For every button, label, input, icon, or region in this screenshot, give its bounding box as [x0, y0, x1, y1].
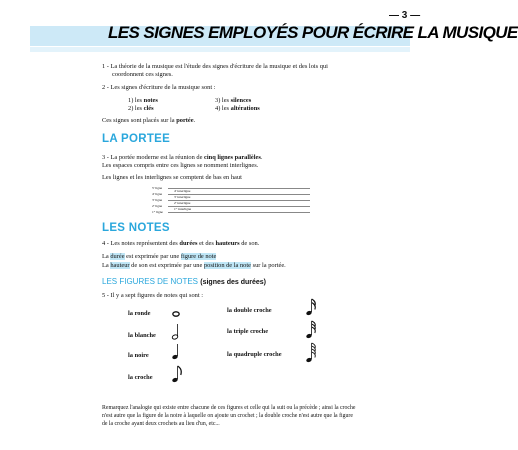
- subheading-figures: [102, 277, 266, 286]
- para-4-line-3: [102, 262, 286, 271]
- staff-line-label: 1ʳᵉ ligne: [152, 210, 163, 214]
- figure-label-triple-croche: la triple croche: [227, 328, 269, 335]
- sixty-fourth-note-icon: [306, 343, 316, 363]
- text-bold: hauteurs: [215, 240, 240, 247]
- eighth-note-icon: [172, 366, 182, 383]
- para-2-portee: [102, 117, 195, 126]
- staff-space-label: 2ᵉ interligne: [174, 201, 191, 205]
- remark-line-2: n'est autre que la figure de la noire à laquelle on ajoute un crochet ; la double croche n'est autre que la figure: [102, 413, 353, 419]
- note-figures-right: [302, 296, 324, 368]
- list-word: altérations: [230, 105, 260, 112]
- para-1-text: 1 - La théorie de la musique est l'étude des signes d'écriture de la musique et des lois qui: [102, 63, 328, 70]
- highlight-hauteur: hauteur: [110, 262, 130, 269]
- para-1-line-2: coordonnent ces signes.: [112, 71, 173, 78]
- note-figures-left: [168, 300, 188, 390]
- para-3-line-3: Les lignes et les interlignes se comptent de bas en haut: [102, 174, 242, 181]
- figure-label-ronde: la ronde: [128, 310, 151, 317]
- list-num: 4) les: [215, 105, 230, 112]
- staff-diagram: [150, 184, 310, 216]
- text-bold: portée: [176, 117, 194, 124]
- remark-line-1: Remarquez l'analogie qui existe entre chacune de ces figures et celle qui la suit ou la précède ; ainsi la croche: [102, 405, 356, 411]
- figure-label-double-croche: la double croche: [227, 307, 272, 314]
- list-num: 2) les: [128, 105, 143, 112]
- thirty-second-note-icon: [306, 321, 316, 339]
- list-word: notes: [143, 97, 158, 104]
- para-5: 5 - Il y a sept figures de notes qui sont :: [102, 292, 203, 299]
- page-title: LES SIGNES EMPLOYÉS POUR ÉCRIRE LA MUSIQUE: [108, 23, 518, 42]
- list-item-alterations: [215, 105, 260, 114]
- text: et des: [199, 240, 214, 247]
- staff-line-label: 4ᵉ ligne: [152, 192, 163, 196]
- staff-line-label: 3ᵉ ligne: [152, 198, 163, 202]
- list-word: clés: [143, 105, 154, 112]
- staff-space-label: 3ᵉ interligne: [174, 195, 191, 199]
- subheading-text: LES FIGURES DE NOTES: [102, 277, 199, 286]
- staff-space-label: 1ᵉʳ interligne: [174, 207, 192, 211]
- highlight-position-de-la-note: position de la note: [203, 262, 251, 269]
- staff-line: [168, 212, 310, 213]
- text: .: [260, 154, 263, 161]
- para-3-line-2: Les espaces compris entre ces lignes se nomment interlignes.: [102, 162, 259, 169]
- text: sur la portée.: [252, 262, 286, 269]
- list-num: 1) les: [128, 97, 143, 104]
- text: 3 - La portée moderne est la réunion de: [102, 154, 203, 161]
- text: de son.: [241, 240, 260, 247]
- text: de son est exprimée par une: [131, 262, 203, 269]
- list-item-cles: [128, 105, 154, 114]
- title-band-shadow: [30, 47, 410, 52]
- para-4-line-2: [102, 253, 216, 262]
- staff-space-label: 4ᵉ interligne: [174, 189, 191, 193]
- list-word: silences: [230, 97, 252, 104]
- text: 4 - Les notes représentent des: [102, 240, 178, 247]
- half-note-icon: [172, 324, 179, 340]
- section-heading-notes: LES NOTES: [102, 222, 170, 234]
- subheading-note: (signes des durées): [200, 279, 267, 286]
- staff-line-label: 5ᵉ ligne: [152, 186, 163, 190]
- remark-line-3: de la croche ayant deux crochets au lieu d'un, etc...: [102, 421, 220, 427]
- figure-label-croche: la croche: [128, 374, 153, 381]
- text: est exprimée par une: [126, 253, 180, 260]
- text: .: [193, 117, 196, 124]
- page-number: — 3 —: [389, 10, 421, 21]
- highlight-figure-de-note: figure de note: [180, 253, 217, 260]
- figure-label-noire: la noire: [128, 352, 149, 359]
- quarter-note-icon: [172, 344, 179, 360]
- staff-line-label: 2ᵉ ligne: [152, 204, 163, 208]
- text: La: [102, 253, 109, 260]
- figure-label-blanche: la blanche: [128, 332, 156, 339]
- text-bold: cinq lignes parallèles: [204, 154, 261, 161]
- text: La: [102, 262, 109, 269]
- list-num: 3) les: [215, 97, 230, 104]
- section-heading-portee: LA PORTEE: [102, 133, 171, 145]
- sixteenth-note-icon: [306, 299, 316, 316]
- para-4-line-1: [102, 240, 259, 249]
- highlight-duree: durée: [110, 253, 125, 260]
- text-bold: durées: [179, 240, 198, 247]
- figure-label-quadruple-croche: la quadruple croche: [227, 351, 282, 358]
- text: Ces signes sont placés sur la: [102, 117, 175, 124]
- whole-note-icon: [173, 312, 179, 316]
- para-2-intro: 2 - Les signes d'écriture de la musique sont :: [102, 84, 216, 91]
